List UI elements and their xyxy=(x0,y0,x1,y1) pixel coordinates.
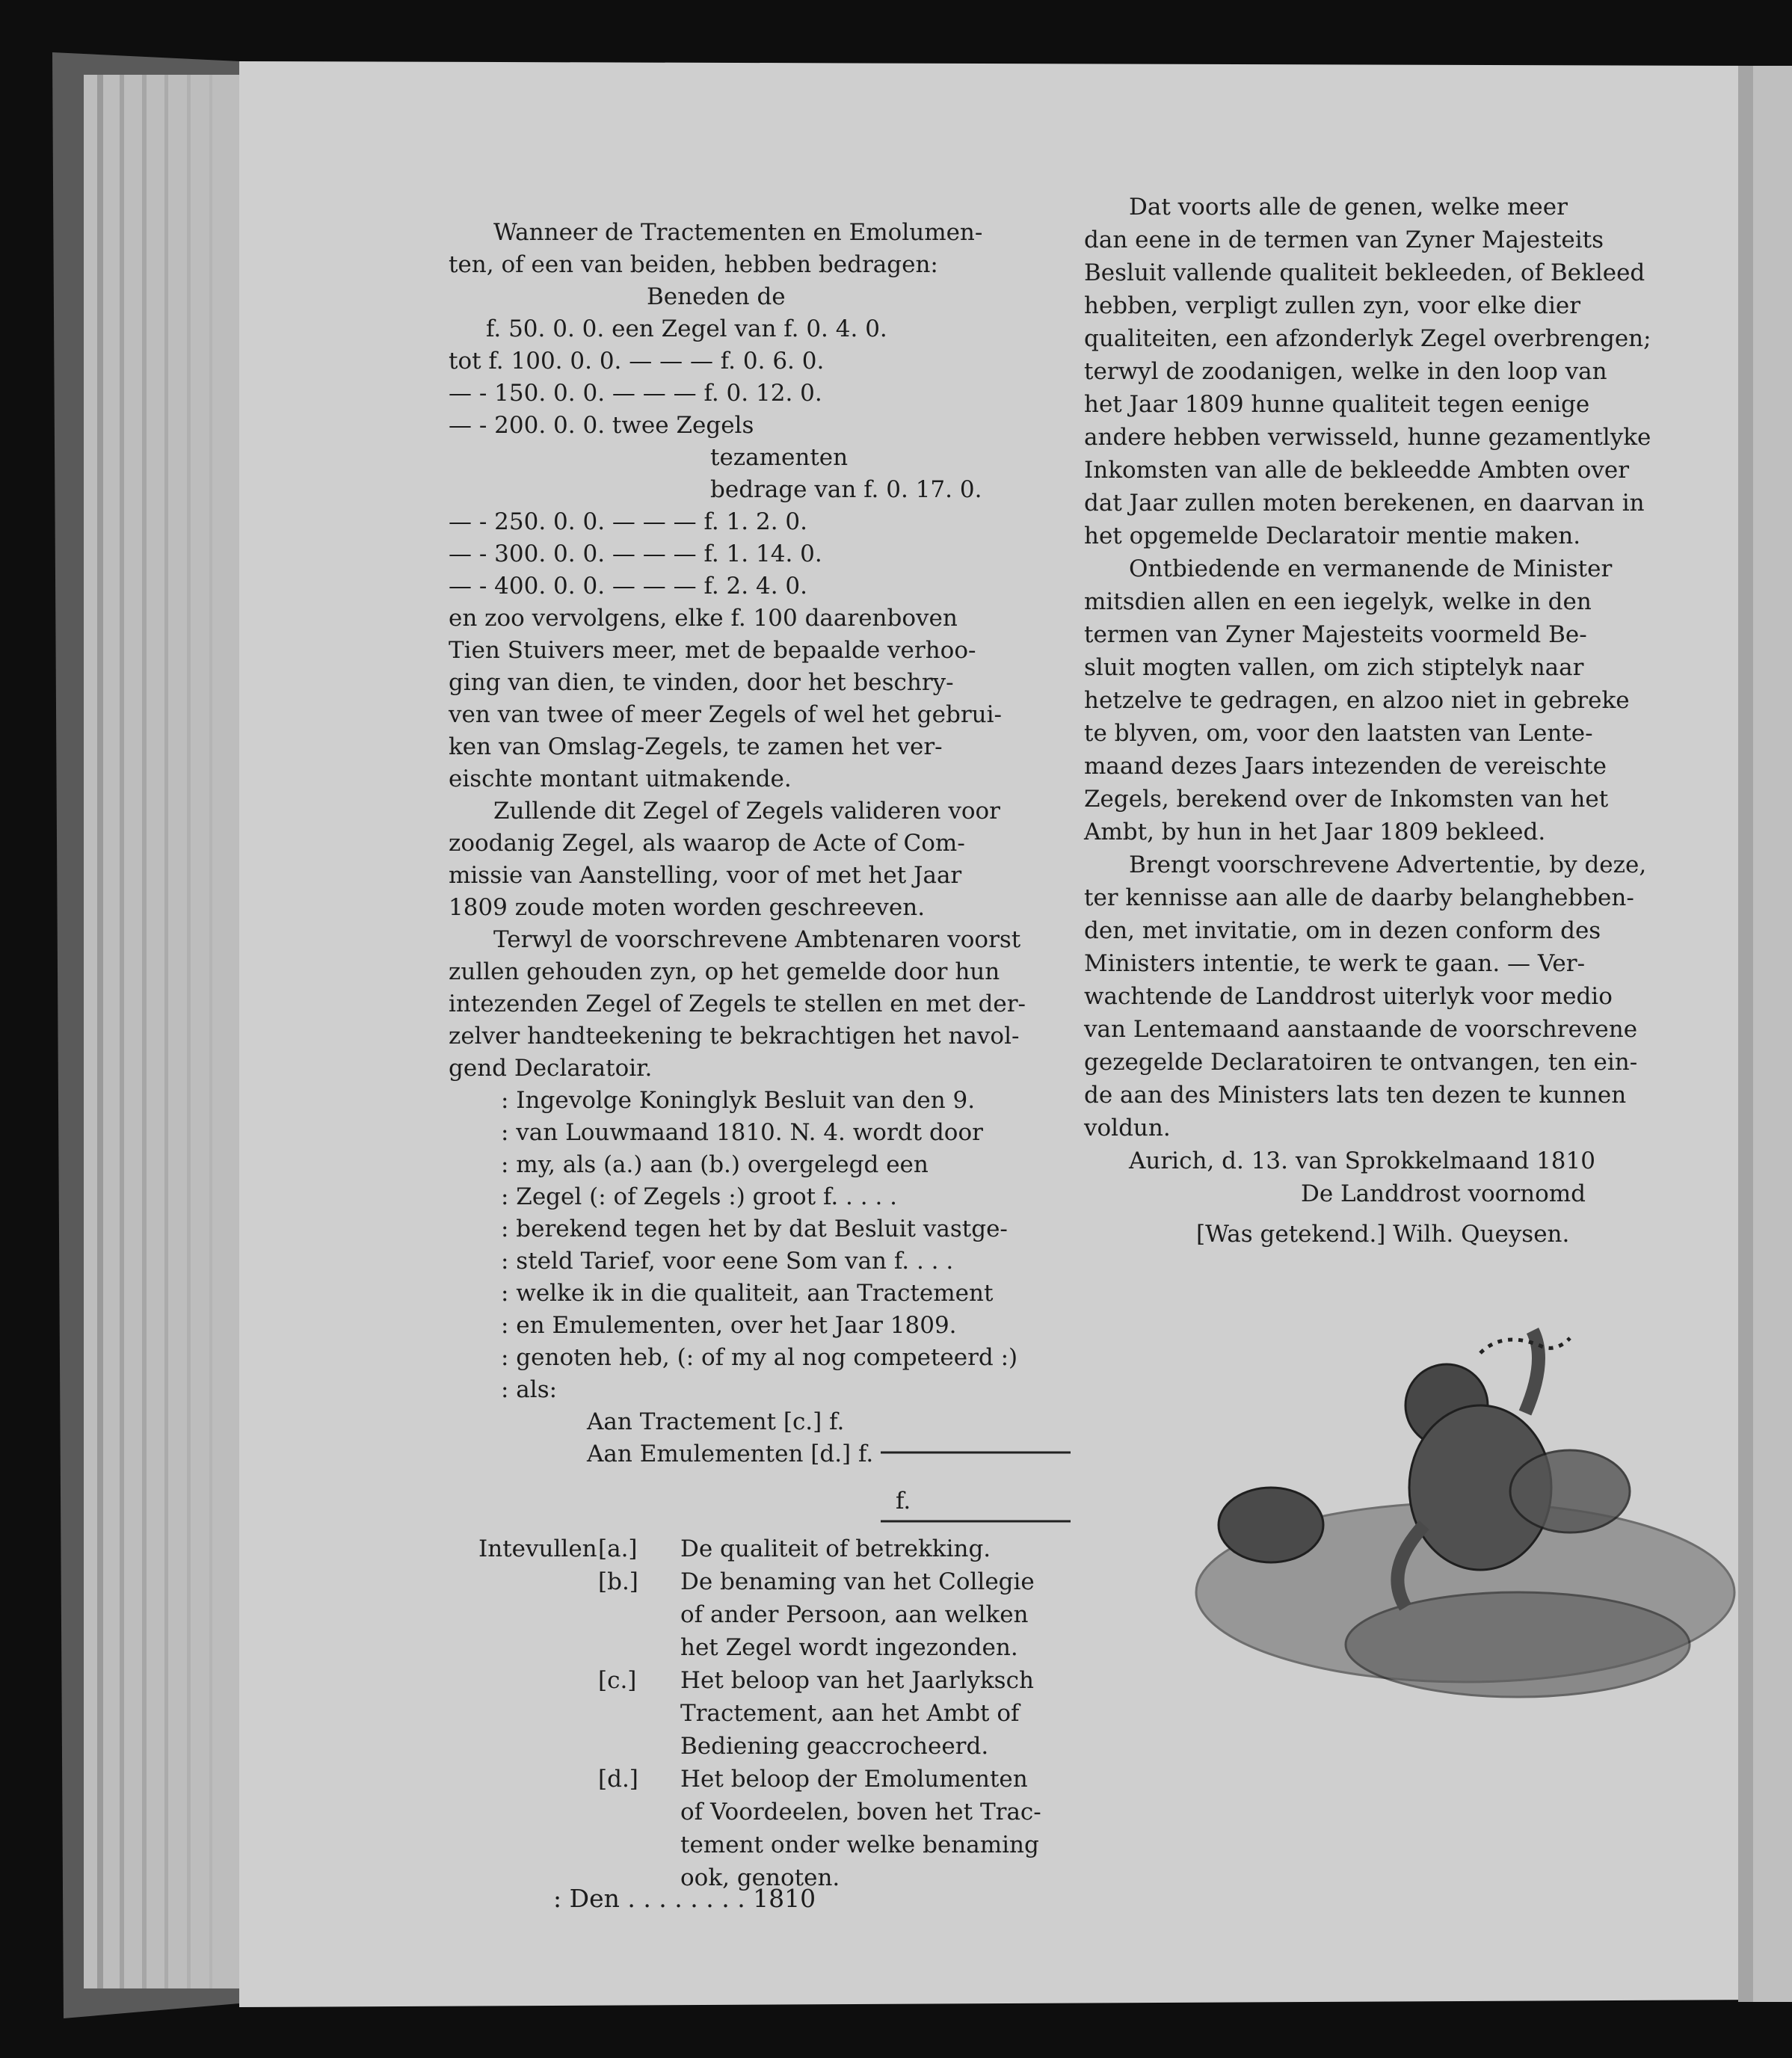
text-line: gend Declaratoir. xyxy=(449,1055,653,1082)
note-line: De benaming van het Collegie xyxy=(680,1568,1035,1595)
note-text xyxy=(680,1664,1034,1763)
text-line: hetzelve te gedragen, en alzoo niet in gebreke xyxy=(1084,687,1630,714)
left-column xyxy=(449,217,1084,1518)
paragraph xyxy=(1084,191,1727,552)
note-line: ook, genoten. xyxy=(680,1864,840,1891)
note-line: het Zegel wordt ingezonden. xyxy=(680,1634,1018,1661)
declaration-line: : als: xyxy=(501,1376,558,1403)
text-line: voldun. xyxy=(1084,1115,1171,1142)
right-column xyxy=(1084,191,1727,1251)
declaration-line: : genoten heb, (: of my al nog competeerd :) xyxy=(501,1344,1018,1371)
text-line: ging van dien, te vinden, door het beschry- xyxy=(449,669,954,696)
note-tag: [b.] xyxy=(598,1568,638,1595)
note-item xyxy=(478,1763,1091,1894)
text-line: eischte montant uitmakende. xyxy=(449,765,792,792)
note-item xyxy=(478,1532,1091,1565)
note-text xyxy=(680,1565,1035,1664)
text-line: wachtende de Landdrost uiterlyk voor medio xyxy=(1084,983,1613,1010)
text-line: Terwyl de voorschrevene Ambtenaren voorst xyxy=(493,926,1021,953)
text-line: andere hebben verwisseld, hunne gezamentlyke xyxy=(1084,424,1651,451)
fee-scale-row: f. 50. 0. 0. een Zegel van f. 0. 4. 0. xyxy=(486,315,887,342)
fee-scale-table xyxy=(449,313,1084,603)
date-line: : Den . . . . . . . . 1810 xyxy=(553,1884,816,1913)
text-line: qualiteiten, een afzonderlyk Zegel overbrengen; xyxy=(1084,325,1651,352)
note-item xyxy=(478,1664,1091,1763)
note-spacer xyxy=(478,1664,598,1697)
text-line: Ontbiedende en vermanende de Minister xyxy=(1129,555,1613,582)
amount-line-tractement: Aan Tractement [c.] f. xyxy=(587,1408,845,1435)
text-line: Dat voorts alle de genen, welke meer xyxy=(1129,194,1568,221)
text-line: 1809 zoude moten worden geschreeven. xyxy=(449,894,926,921)
fee-scale-row: — - 400. 0. 0. — — — f. 2. 4. 0. xyxy=(449,573,808,600)
text-line: Besluit vallende qualiteit bekleeden, of Bekleed xyxy=(1084,259,1645,286)
intro-line: ten, of een van beiden, hebben bedragen: xyxy=(449,251,938,278)
note-line: Bediening geaccrocheerd. xyxy=(680,1733,989,1760)
note-text xyxy=(680,1532,991,1565)
note-line: De qualiteit of betrekking. xyxy=(680,1535,991,1562)
text-line: zoodanig Zegel, als waarop de Acte of Com- xyxy=(449,830,965,857)
fee-scale-row: bedrage van f. 0. 17. 0. xyxy=(710,476,982,503)
notes-label: Intevullen xyxy=(478,1535,597,1562)
text-line: ter kennisse aan alle de daarby belanghebben- xyxy=(1084,884,1634,911)
text-line: het opgemelde Declaratoir mentie maken. xyxy=(1084,523,1581,549)
text-line: missie van Aanstelling, voor of met het Jaar xyxy=(449,862,962,889)
note-text xyxy=(680,1763,1041,1894)
paragraph xyxy=(1084,552,1727,848)
declaration-line: : berekend tegen het by dat Besluit vastge- xyxy=(501,1216,1008,1242)
text-line: den, met invitatie, om in dezen conform des xyxy=(1084,917,1601,944)
fee-scale-row: — - 200. 0. 0. twee Zegels xyxy=(449,412,754,439)
fee-scale-row: tot f. 100. 0. 0. — — — f. 0. 6. 0. xyxy=(449,348,825,375)
place-date: Aurich, d. 13. van Sprokkelmaand 1810 xyxy=(1129,1147,1595,1174)
text-line: Ambt, by hun in het Jaar 1809 bekleed. xyxy=(1084,819,1546,845)
note-line: Het beloop van het Jaarlyksch xyxy=(680,1667,1034,1694)
text-line: ken van Omslag-Zegels, te zamen het ver- xyxy=(449,733,943,760)
text-line: Tien Stuivers meer, met de bepaalde verhoo- xyxy=(449,637,976,664)
note-line: tement onder welke benaming xyxy=(680,1831,1039,1858)
text-line: het Jaar 1809 hunne qualiteit tegen eenige xyxy=(1084,391,1590,418)
note-tag: [d.] xyxy=(598,1766,638,1793)
text-line: van Lentemaand aanstaande de voorschrevene xyxy=(1084,1016,1638,1043)
note-line: of ander Persoon, aan welken xyxy=(680,1601,1029,1628)
declaration-form xyxy=(449,1085,1084,1470)
text-line: gezegelde Declaratoiren te ontvangen, ten ein- xyxy=(1084,1049,1638,1076)
declaration-line: : my, als (a.) aan (b.) overgelegd een xyxy=(501,1151,929,1178)
note-spacer xyxy=(478,1565,598,1598)
text-line: te blyven, om, voor den laatsten van Lente- xyxy=(1084,720,1593,747)
paragraph xyxy=(449,795,1084,924)
intro-line: Wanneer de Tractementen en Emolumen- xyxy=(493,219,983,246)
text-line: maand dezes Jaars intezenden de vereischte xyxy=(1084,753,1607,780)
fee-scale-row: — - 150. 0. 0. — — — f. 0. 12. 0. xyxy=(449,380,822,407)
paragraph xyxy=(1084,848,1727,1144)
text-line: dan eene in de termen van Zyner Majesteits xyxy=(1084,227,1604,253)
text-line: mitsdien allen en een iegelyk, welke in den xyxy=(1084,588,1592,615)
declaration-line: : van Louwmaand 1810. N. 4. wordt door xyxy=(501,1119,983,1146)
amount-line-emulementen: Aan Emulementen [d.] f. xyxy=(587,1441,874,1467)
paragraph xyxy=(449,603,1084,795)
sum-total: f. xyxy=(896,1488,911,1515)
note-line: Tractement, aan het Ambt of xyxy=(680,1700,1020,1727)
intro-block xyxy=(449,217,1084,313)
text-line: dat Jaar zullen moten berekenen, en daarvan in xyxy=(1084,490,1645,517)
note-line: Het beloop der Emolumenten xyxy=(680,1766,1028,1793)
paragraph xyxy=(449,924,1084,1085)
text-line: zullen gehouden zyn, op het gemelde door hun xyxy=(449,958,1000,985)
text-line: termen van Zyner Majesteits voormeld Be- xyxy=(1084,621,1587,648)
fee-scale-row: — - 300. 0. 0. — — — f. 1. 14. 0. xyxy=(449,540,822,567)
text-line: Ministers intentie, te werk te gaan. — Ver- xyxy=(1084,950,1586,977)
text-line: sluit mogten vallen, om zich stiptelyk naar xyxy=(1084,654,1584,681)
text-line: hebben, verpligt zullen zyn, voor elke dier xyxy=(1084,292,1581,319)
fee-scale-row: tezamenten xyxy=(710,444,849,471)
text-line: zelver handteekening te bekrachtigen het navol- xyxy=(449,1023,1020,1050)
signature-line: [Was getekend.] Wilh. Queysen. xyxy=(1196,1221,1570,1248)
text-line: de aan des Ministers lats ten dezen te kunnen xyxy=(1084,1082,1627,1109)
declaration-line: : Zegel (: of Zegels :) groot f. . . . . xyxy=(501,1183,898,1210)
signatory-office: De Landdrost voornomd xyxy=(1301,1180,1586,1207)
intro-line: Beneden de xyxy=(647,283,786,310)
text-line: terwyl de zoodanigen, welke in den loop van xyxy=(1084,358,1607,385)
declaration-line: : welke ik in die qualiteit, aan Tractement xyxy=(501,1280,994,1307)
facing-page-strip xyxy=(1753,66,1792,2002)
fill-in-notes xyxy=(478,1532,1091,1894)
text-line: Zegels, berekend over de Inkomsten van het xyxy=(1084,786,1609,813)
declaration-line: : Ingevolge Koninglyk Besluit van den 9. xyxy=(501,1087,976,1114)
text-line: ven van twee of meer Zegels of wel het gebrui- xyxy=(449,701,1003,728)
note-line: of Voordeelen, boven het Trac- xyxy=(680,1799,1041,1826)
declaration-line: : steld Tarief, voor eene Som van f. . . . xyxy=(501,1248,954,1275)
text-line: Brengt voorschrevene Advertentie, by deze, xyxy=(1129,851,1647,878)
note-item xyxy=(478,1565,1091,1664)
fee-scale-row: — - 250. 0. 0. — — — f. 1. 2. 0. xyxy=(449,508,808,535)
declaration-line: : en Emulementen, over het Jaar 1809. xyxy=(501,1312,957,1339)
note-tag: [c.] xyxy=(598,1667,637,1694)
note-tag: [a.] xyxy=(598,1535,638,1562)
text-line: Inkomsten van alle de bekleedde Ambten over xyxy=(1084,457,1630,484)
page-edges xyxy=(84,75,241,1988)
text-line: intezenden Zegel of Zegels te stellen en met der- xyxy=(449,991,1026,1017)
note-spacer xyxy=(478,1763,598,1796)
text-line: en zoo vervolgens, elke f. 100 daarenboven xyxy=(449,605,958,632)
text-line: Zullende dit Zegel of Zegels valideren voor xyxy=(493,798,1001,825)
